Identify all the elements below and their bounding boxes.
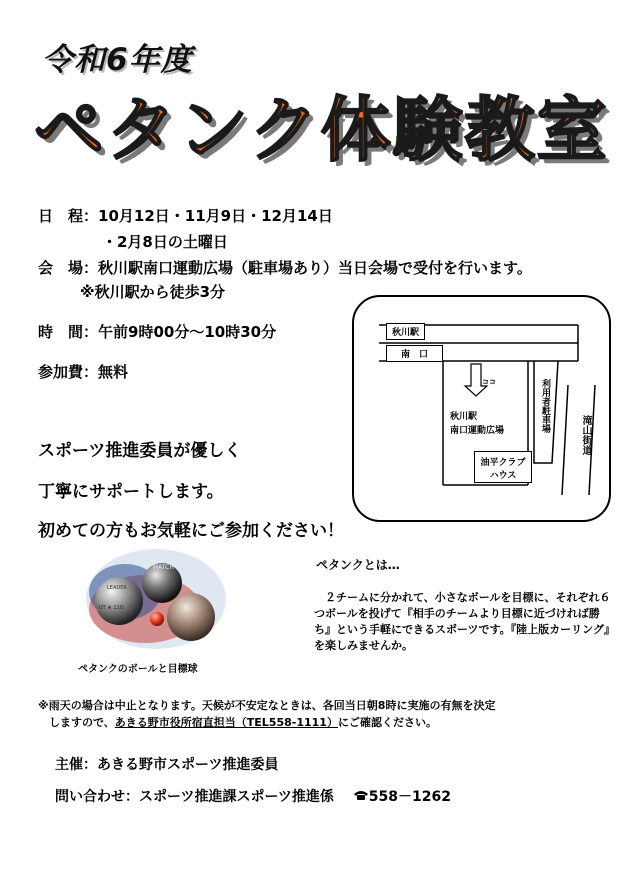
date-value: 10月12日・11月9日・12月14日 bbox=[98, 207, 333, 225]
fee-line bbox=[38, 362, 128, 382]
date-line-2: ・2月8日の土曜日 bbox=[102, 233, 228, 251]
contact-label: 問い合わせ：スポーツ推進課スポーツ推進係 bbox=[55, 789, 334, 805]
fee-label: 参加費： bbox=[38, 363, 99, 381]
ball-text-leader: LEADER bbox=[107, 585, 127, 591]
map-club-label-2: ハウス bbox=[489, 471, 517, 481]
phone-number: 558－1262 bbox=[368, 789, 451, 805]
photo-caption: ペタンクのボールと目標球 bbox=[78, 664, 198, 675]
map-station-label: 秋川駅 bbox=[386, 323, 425, 340]
rain-note-line-2 bbox=[38, 714, 495, 731]
time-value: 午前9時00分～10時30分 bbox=[98, 323, 277, 341]
description-heading: ペタンクとは… bbox=[316, 558, 400, 572]
rain-note bbox=[38, 697, 495, 731]
telephone-icon bbox=[353, 789, 369, 805]
map-venue-label-2: 南口運動広場 bbox=[450, 426, 505, 436]
map-road-label: 滝山街道 bbox=[580, 415, 591, 455]
rain-note-post: にご確認ください。 bbox=[337, 716, 437, 729]
venue-note: ※秋川駅から徒歩3分 bbox=[80, 283, 226, 301]
map-south-exit-label: 南 口 bbox=[386, 345, 443, 362]
venue-line bbox=[38, 258, 532, 278]
map-clubhouse bbox=[474, 451, 532, 483]
venue-value: 秋川駅南口運動広場（駐車場あり）当日会場で受付を行います。 bbox=[98, 259, 532, 277]
message-1: スポーツ推進委員が優しく bbox=[38, 441, 242, 461]
date-label: 日 程： bbox=[38, 207, 99, 225]
year-title: 令和6年度 bbox=[42, 42, 193, 78]
map-venue-label-1: 秋川駅 bbox=[450, 412, 478, 422]
map-parking-label: 利用者駐車場 bbox=[540, 379, 550, 433]
message-3: 初めての方もお気軽にご参加ください！ bbox=[38, 521, 344, 541]
venue-label: 会 場： bbox=[38, 259, 99, 277]
time-label: 時 間： bbox=[38, 323, 99, 341]
petanque-balls-image bbox=[85, 547, 227, 651]
map-exit-marker: ココ bbox=[482, 378, 496, 386]
rain-note-pre: しますので、 bbox=[38, 716, 115, 729]
rain-note-line-1: ※雨天の場合は中止となります。天候が不安定なときは、各回当日朝8時に実施の有無を決定 bbox=[38, 699, 496, 712]
fee-value: 無料 bbox=[98, 363, 129, 381]
description-body: ２チームに分かれて、小さなボールを目標に、それぞれ６つボールを投げて『相手のチームより目標に近づければ勝ち』という手軽にできるスポーツです。『陸上版カーリング』を楽しみませんか。 bbox=[314, 591, 611, 652]
ball-text-number: UT ★ 11O bbox=[99, 605, 124, 611]
page-title: ペタンク体験教室 bbox=[34, 89, 609, 171]
date-line bbox=[38, 206, 333, 226]
organizer: 主催：あきる野市スポーツ推進委員 bbox=[55, 757, 279, 773]
message-2: 丁寧にサポートします。 bbox=[38, 482, 224, 502]
contact-line bbox=[55, 786, 451, 806]
petanque-balls-illustration bbox=[85, 547, 227, 651]
ball-text-match: MATCH bbox=[153, 564, 174, 571]
map-club-label-1: 油平クラブ bbox=[480, 458, 526, 468]
rain-note-contact: あきる野市役所宿直担当（TEL558-1111） bbox=[114, 716, 338, 729]
access-map bbox=[352, 295, 611, 522]
time-line bbox=[38, 322, 276, 342]
